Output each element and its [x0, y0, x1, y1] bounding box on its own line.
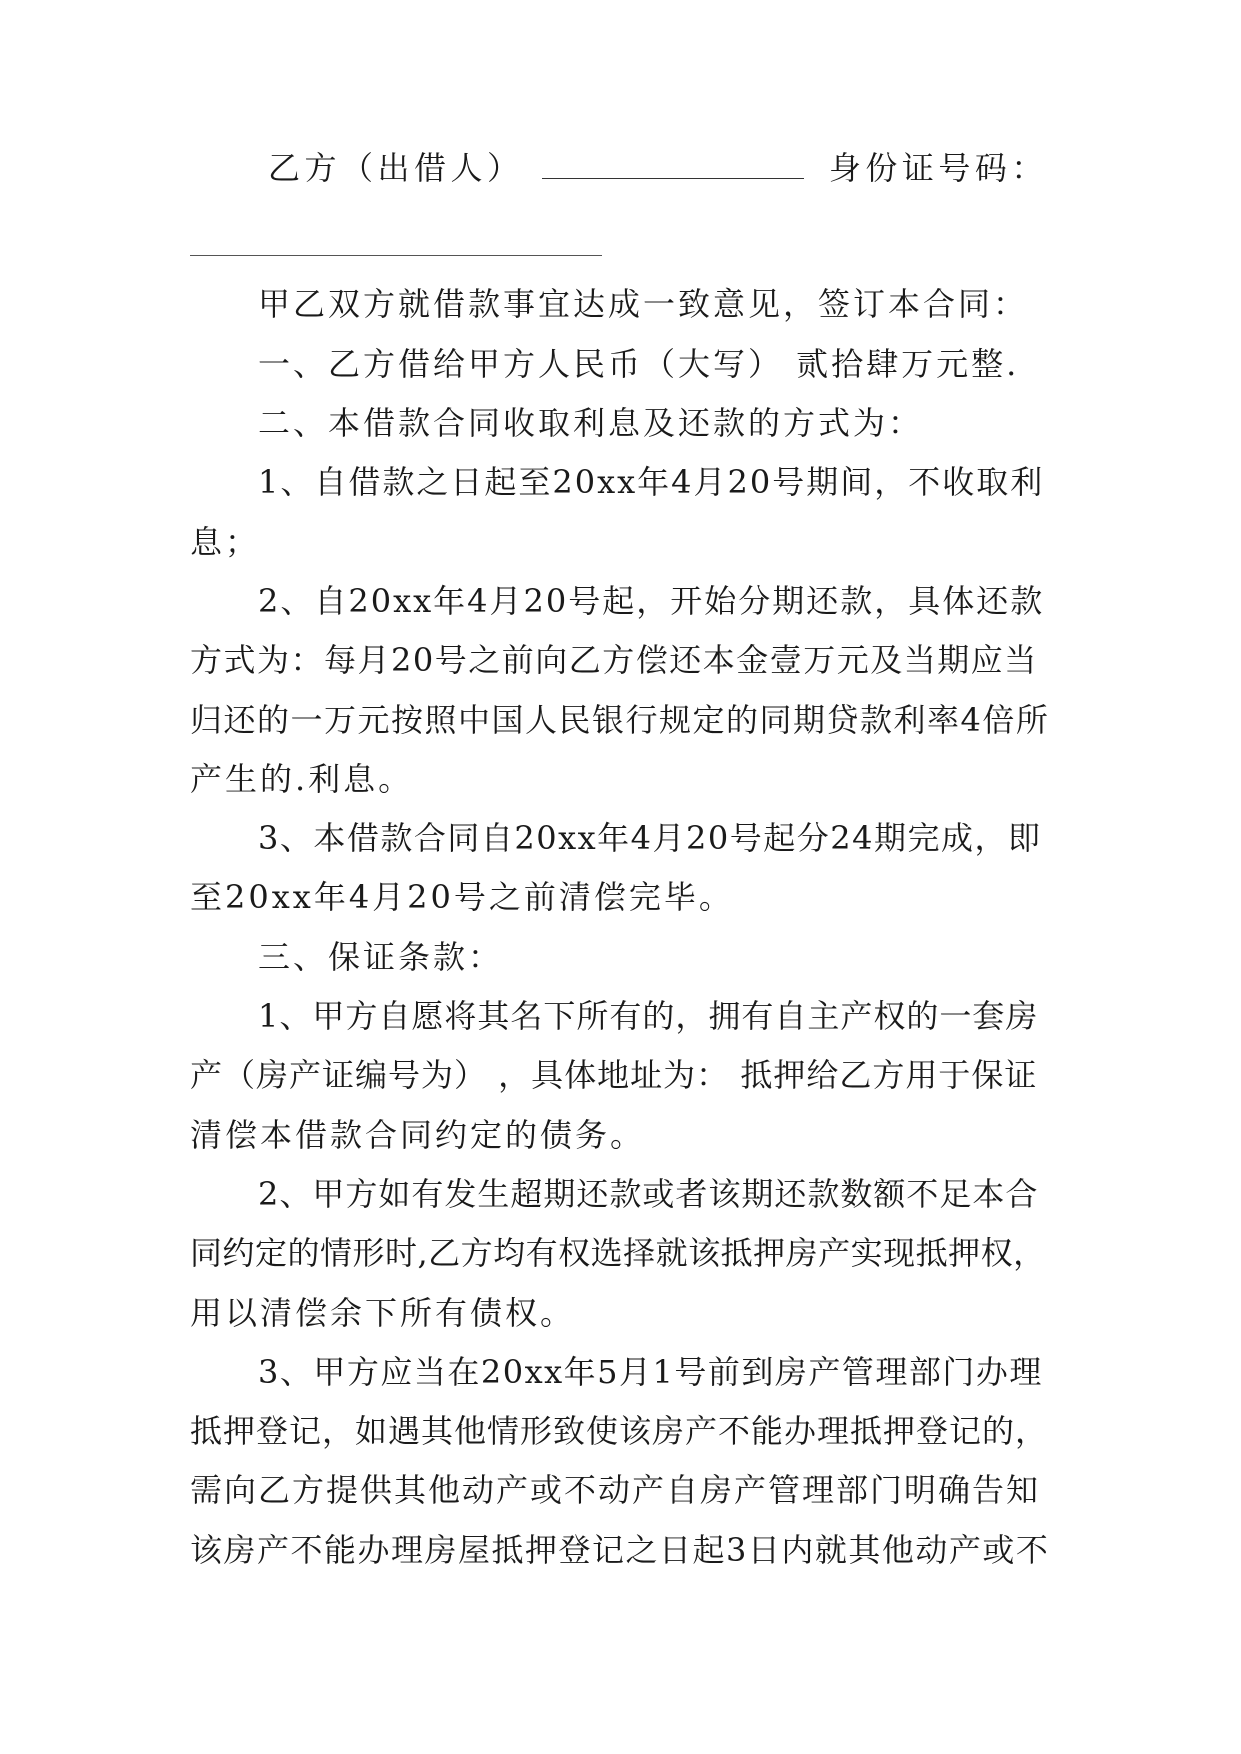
paragraph-line: 产生的.利息。 — [190, 760, 414, 798]
paragraph-line: 3、本借款合同自20xx年4月20号起分24期完成，即 — [258, 819, 1042, 857]
paragraph-line: 同约定的情形时,乙方均有权选择就该抵押房产实现抵押权， — [190, 1234, 1046, 1272]
paragraph-line: 清偿本借款合同约定的债务。 — [190, 1116, 646, 1154]
paragraph-line: 甲乙双方就借款事宜达成一致意见，签订本合同： — [258, 285, 1029, 323]
party-b-name-blank — [542, 148, 804, 179]
paragraph-line: 息； — [190, 523, 261, 561]
party-b-label: 乙方（出借人） — [268, 149, 524, 187]
paragraph-line: 方式为：每月20号之前向乙方偿还本金壹万元及当期应当 — [190, 641, 1038, 679]
paragraph-line: 二、本借款合同收取利息及还款的方式为： — [258, 404, 924, 442]
paragraph-line: 抵押登记，如遇其他情形致使该房产不能办理抵押登记的， — [190, 1412, 1049, 1450]
paragraph-line: 至20xx年4月20号之前清偿完毕。 — [190, 878, 734, 916]
paragraph-line: 2、自20xx年4月20号起，开始分期还款，具体还款 — [258, 582, 1045, 620]
paragraph-line: 3、甲方应当在20xx年5月1号前到房产管理部门办理 — [258, 1353, 1043, 1391]
paragraph-line: 用以清偿余下所有债权。 — [190, 1294, 576, 1332]
paragraph-line: 三、保证条款： — [258, 938, 504, 976]
party-b-line — [268, 148, 1048, 188]
paragraph-line: 需向乙方提供其他动产或不动产自房产管理部门明确告知 — [190, 1471, 1041, 1509]
id-number-blank — [190, 255, 602, 256]
paragraph-line: 产（房产证编号为） ，具体地址为： 抵押给乙方用于保证 — [190, 1056, 1038, 1094]
paragraph-line: 2、甲方如有发生超期还款或者该期还款数额不足本合 — [258, 1175, 1039, 1213]
paragraph-line: 该房产不能办理房屋抵押登记之日起3日内就其他动产或不 — [190, 1531, 1050, 1569]
paragraph-line: 归还的一万元按照中国人民银行规定的同期贷款利率4倍所 — [190, 701, 1050, 739]
id-number-label: 身份证号码： — [828, 149, 1048, 187]
paragraph-line: 一、乙方借给甲方人民币（大写） 贰拾肆万元整. — [258, 345, 1020, 383]
paragraph-line: 1、甲方自愿将其名下所有的，拥有自主产权的一套房 — [258, 997, 1039, 1035]
paragraph-line: 1、自借款之日起至20xx年4月20号期间，不收取利 — [258, 463, 1045, 501]
